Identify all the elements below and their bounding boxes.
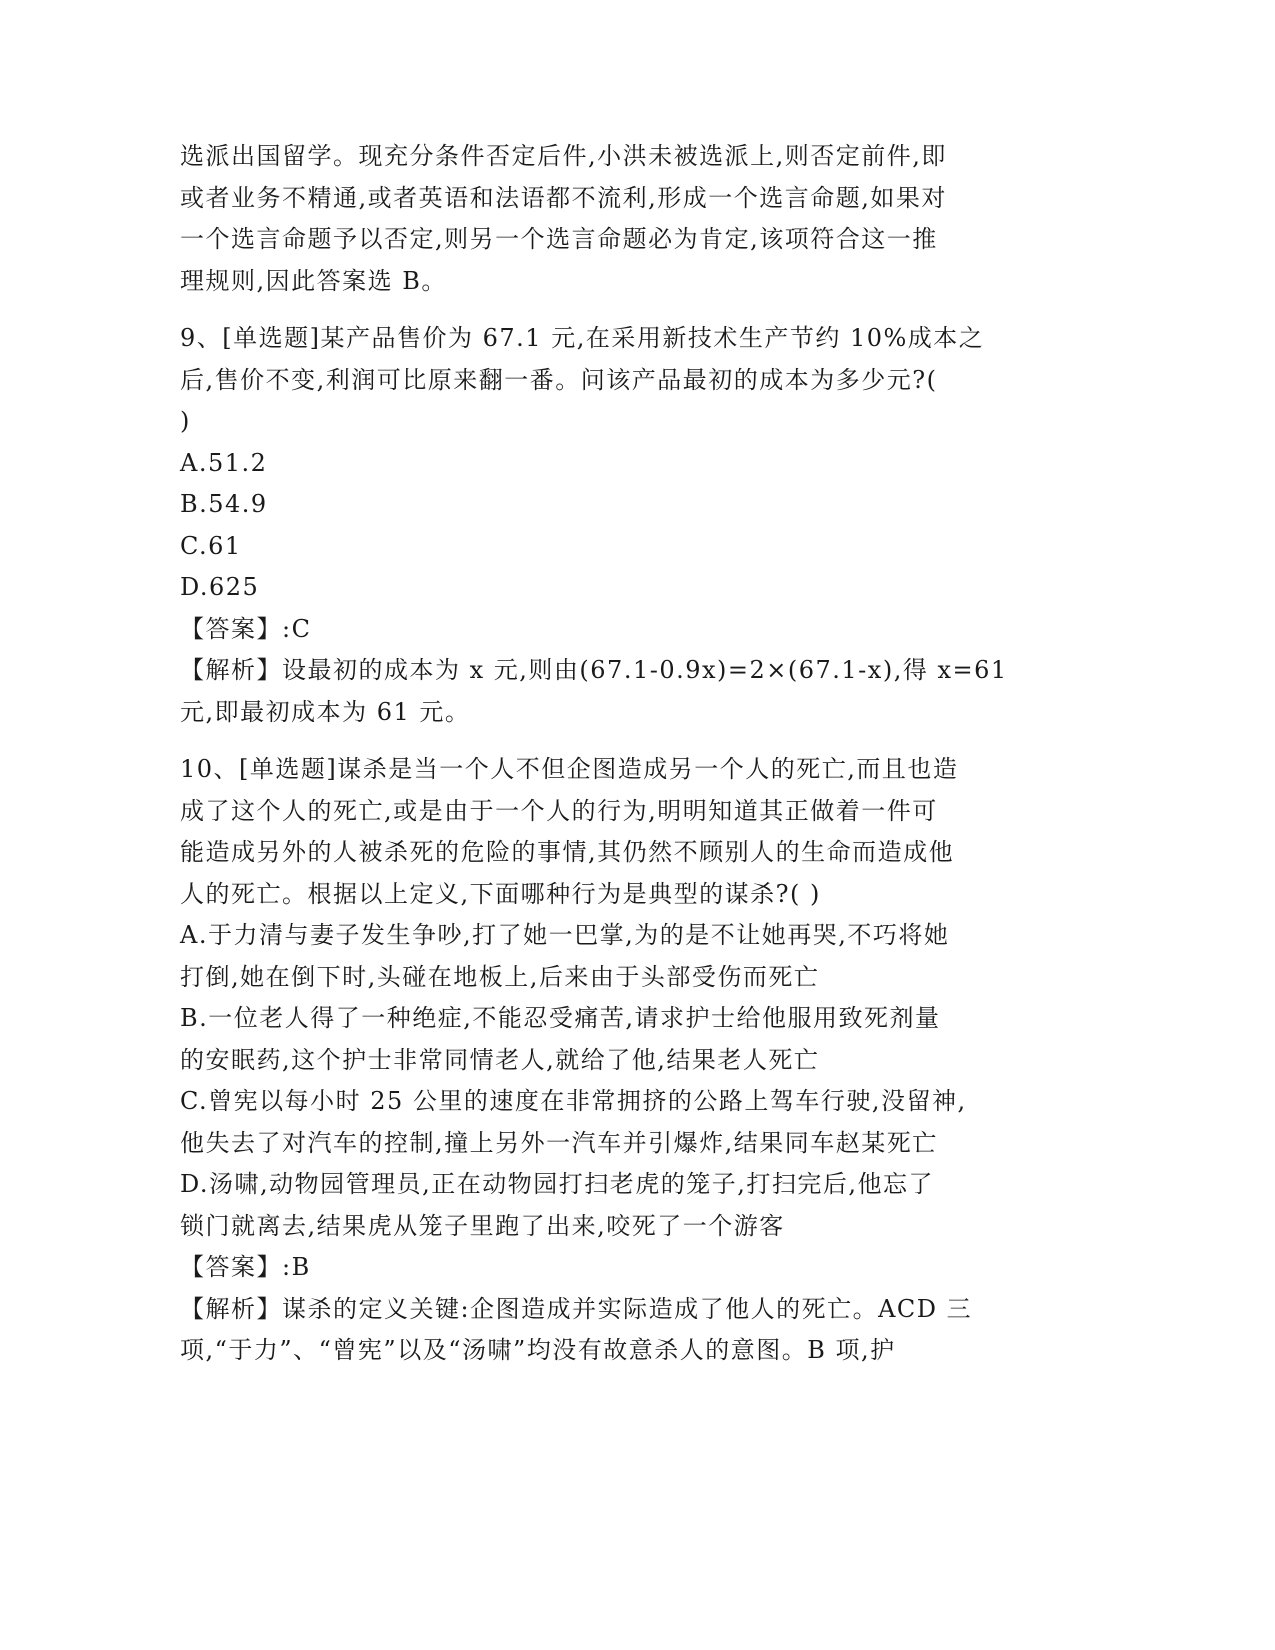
question-9 <box>180 318 1040 733</box>
question-stem: 人的死亡。根据以上定义,下面哪种行为是典型的谋杀?( ) <box>180 879 821 908</box>
question-stem: 能造成另外的人被杀死的危险的事情,其仍然不顾别人的生命而造成他 <box>180 838 955 866</box>
option-d: D.625 <box>180 573 260 601</box>
document-page <box>180 136 1040 1372</box>
option-d-continued: 锁门就离去,结果虎从笼子里跑了出来,咬死了一个游客 <box>180 1211 785 1240</box>
explanation-line: 【解析】谋杀的定义关键:企图造成并实际造成了他人的死亡。ACD 三 <box>180 1294 973 1323</box>
answer-line: 【答案】:C <box>180 614 312 643</box>
explanation-line: 【解析】设最初的成本为 x 元,则由(67.1-0.9x)=2×(67.1-x),得 x=61 <box>180 656 1008 684</box>
option-d: D.汤啸,动物园管理员,正在动物园打扫老虎的笼子,打扫完后,他忘了 <box>180 1170 935 1198</box>
option-c: C.曾宪以每小时 25 公里的速度在非常拥挤的公路上驾车行驶,没留神, <box>180 1087 967 1115</box>
question-10 <box>180 749 1040 1372</box>
previous-explanation <box>180 136 1040 302</box>
option-a-continued: 打倒,她在倒下时,头碰在地板上,后来由于头部受伤而死亡 <box>180 962 820 991</box>
option-a: A.于力清与妻子发生争吵,打了她一巴掌,为的是不让她再哭,不巧将她 <box>180 921 950 949</box>
option-a: A.51.2 <box>180 448 268 477</box>
option-b-continued: 的安眠药,这个护士非常同情老人,就给了他,结果老人死亡 <box>180 1045 820 1074</box>
explanation-line: 元,即最初成本为 61 元。 <box>180 697 471 726</box>
option-c: C.61 <box>180 531 242 560</box>
answer-line: 【答案】:B <box>180 1253 311 1281</box>
question-stem: ) <box>180 407 191 435</box>
question-stem: 成了这个人的死亡,或是由于一个人的行为,明明知道其正做着一件可 <box>180 796 938 825</box>
option-c-continued: 他失去了对汽车的控制,撞上另外一汽车并引爆炸,结果同车赵某死亡 <box>180 1128 938 1157</box>
option-b: B.一位老人得了一种绝症,不能忍受痛苦,请求护士给他服用致死剂量 <box>180 1004 941 1032</box>
text-line: 一个选言命题予以否定,则另一个选言命题必为肯定,该项符合这一推 <box>180 225 938 253</box>
question-stem: 9、[单选题]某产品售价为 67.1 元,在采用新技术生产节约 10%成本之 <box>180 324 985 352</box>
text-line: 或者业务不精通,或者英语和法语都不流利,形成一个选言命题,如果对 <box>180 183 947 212</box>
spacer <box>180 733 1040 749</box>
question-stem: 后,售价不变,利润可比原来翻一番。问该产品最初的成本为多少元?( <box>180 365 938 394</box>
option-b: B.54.9 <box>180 490 268 518</box>
explanation-line: 项,“于力”、“曾宪”以及“汤啸”均没有故意杀人的意图。B 项,护 <box>180 1336 896 1364</box>
spacer <box>180 302 1040 318</box>
text-line: 理规则,因此答案选 B。 <box>180 266 447 295</box>
text-line: 选派出国留学。现充分条件否定后件,小洪未被选派上,则否定前件,即 <box>180 142 947 170</box>
question-stem: 10、[单选题]谋杀是当一个人不但企图造成另一个人的死亡,而且也造 <box>180 755 959 783</box>
